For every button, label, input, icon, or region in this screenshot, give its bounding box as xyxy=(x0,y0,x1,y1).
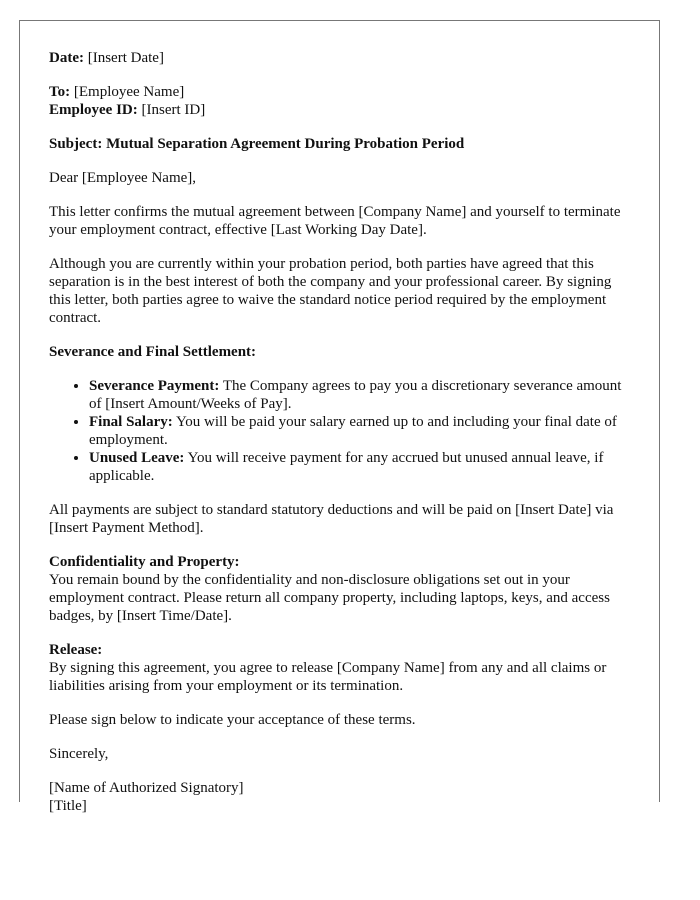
paragraph-payments: All payments are subject to standard statutory deductions and will be paid on [Insert Date] via [Insert Payment Method]. xyxy=(49,502,614,536)
date-value: [Insert Date] xyxy=(87,50,164,66)
confidentiality-text: You remain bound by the confidentiality and non-disclosure obligations set out in your employment contract. Please return all company property, including laptops, keys, and access badges, by [Insert Time/Date]. xyxy=(49,572,610,624)
subject-line xyxy=(49,135,630,153)
severance-heading xyxy=(49,343,630,361)
release-text: By signing this agreement, you agree to release [Company Name] from any and all claims or liabilities arising from your employment or its termination. xyxy=(49,660,607,694)
employee-id-label: Employee ID: xyxy=(49,102,138,118)
release-section xyxy=(49,641,630,695)
date-label: Date: xyxy=(49,50,84,66)
list-item xyxy=(89,413,630,449)
list-item-text: You will be paid your salary earned up to and including your final date of employment. xyxy=(89,414,617,448)
signature-block xyxy=(49,779,630,815)
to-value: [Employee Name] xyxy=(73,84,185,100)
list-item-label: Severance Payment: xyxy=(89,378,220,394)
list-item-label: Final Salary: xyxy=(89,414,173,430)
confidentiality-heading: Confidentiality and Property: xyxy=(49,554,240,570)
severance-heading-text: Severance and Final Settlement: xyxy=(49,344,257,360)
list-item-text: You will receive payment for any accrued but unused annual leave, if applicable. xyxy=(89,450,604,484)
release-heading: Release: xyxy=(49,642,103,658)
paragraph-confirmation: This letter confirms the mutual agreement between [Company Name] and yourself to terminate your employment contract, effective [Last Working Day Date]. xyxy=(49,204,621,238)
list-item-text: The Company agrees to pay you a discretionary severance amount of [Insert Amount/Weeks of Pay]. xyxy=(89,378,622,412)
list-item xyxy=(89,377,630,413)
paragraph-probation: Although you are currently within your probation period, both parties have agreed that this separation is in the best interest of both the company and your professional career. By signing this letter, both parties agree to waive the standard notice period required by the employment contract. xyxy=(49,256,612,326)
sign-instruction: Please sign below to indicate your acceptance of these terms. xyxy=(49,712,416,728)
employee-id-value: [Insert ID] xyxy=(141,102,206,118)
confidentiality-section xyxy=(49,553,630,625)
list-item xyxy=(89,449,630,485)
list-item-label: Unused Leave: xyxy=(89,450,185,466)
date-line xyxy=(49,49,630,67)
closing: Sincerely, xyxy=(49,746,109,762)
salutation: Dear [Employee Name], xyxy=(49,170,197,186)
signatory-title: [Title] xyxy=(49,798,87,814)
recipient-block xyxy=(49,83,630,119)
letter-page xyxy=(19,20,660,814)
subject-text: Subject: Mutual Separation Agreement During Probation Period xyxy=(49,136,465,152)
settlement-list xyxy=(49,377,630,485)
signatory-name: [Name of Authorized Signatory] xyxy=(49,780,244,796)
to-label: To: xyxy=(49,84,71,100)
letter-body xyxy=(20,21,659,815)
